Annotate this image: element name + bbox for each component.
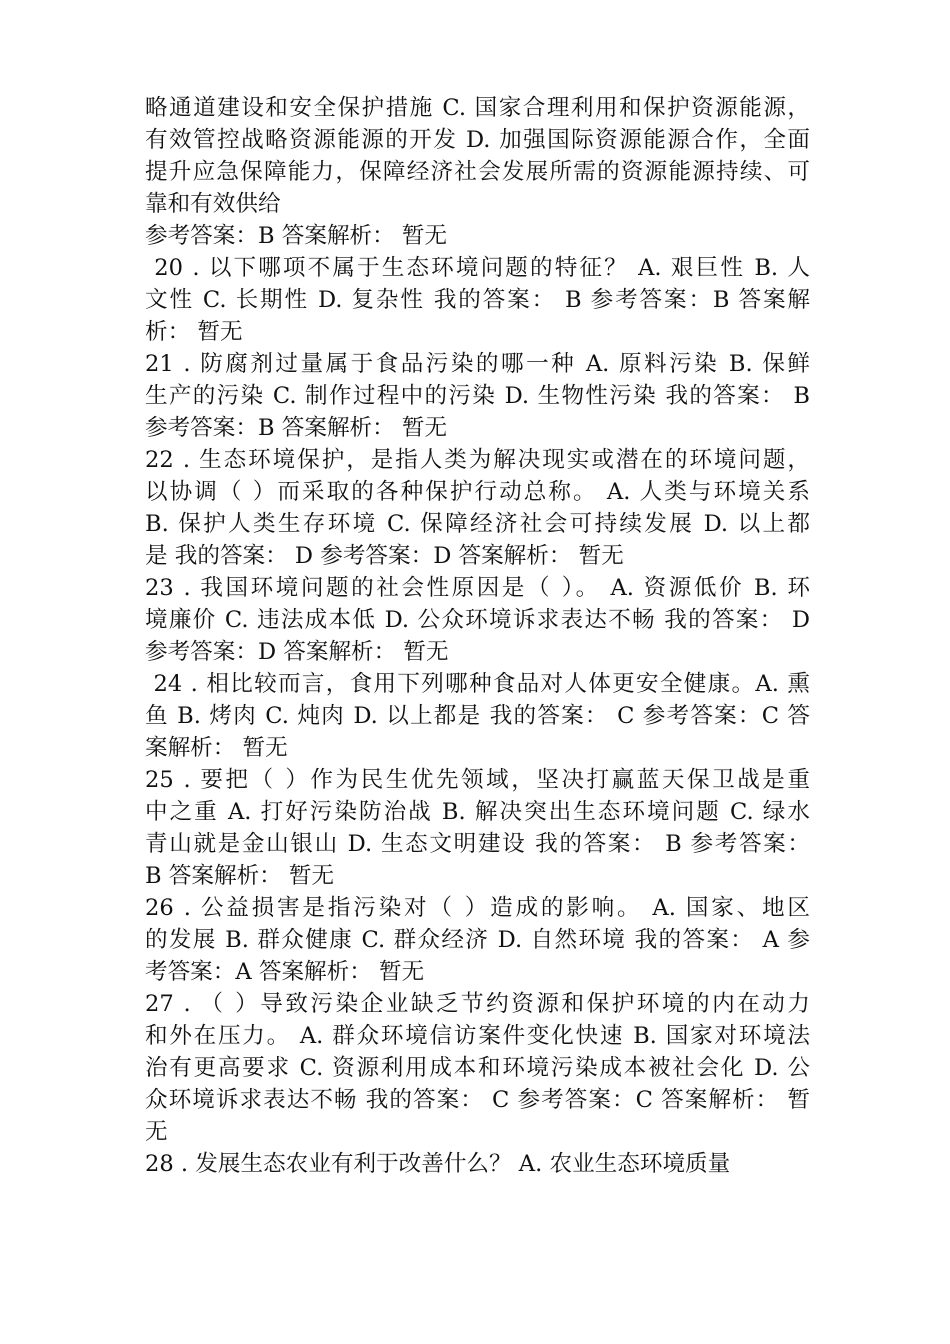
question-28-line: 28 . 发展生态农业有利于改善什么？ A. 农业生态环境质量 (145, 1151, 731, 1177)
text-line: 治有更高要求 C. 资源利用成本和环境污染成本被社会化 D. 公 (145, 1055, 810, 1081)
text-line: 境廉价 C. 违法成本低 D. 公众环境诉求表达不畅 我的答案： D (145, 607, 810, 633)
question-27-line: 27 . （ ）导致污染企业缺乏节约资源和保护环境的内在动力 (145, 991, 810, 1017)
text-line: 以协调（ ）而采取的各种保护行动总称。 A. 人类与环境关系 (145, 479, 810, 505)
text-line: 众环境诉求表达不畅 我的答案： C 参考答案：C 答案解析： 暂 (145, 1087, 810, 1113)
question-text-block (145, 92, 810, 1180)
text-line: 无 (145, 1119, 168, 1145)
question-26-line: 26 . 公益损害是指污染对（ ）造成的影响。 A. 国家、地区 (145, 895, 810, 921)
question-24-line: 24 . 相比较而言，食用下列哪种食品对人体更安全健康。A. 熏 (145, 671, 810, 697)
question-23-line: 23 . 我国环境问题的社会性原因是（ ）。 A. 资源低价 B. 环 (145, 575, 810, 601)
answer-line: 参考答案：D 答案解析： 暂无 (145, 639, 449, 665)
text-line: 文性 C. 长期性 D. 复杂性 我的答案： B 参考答案：B 答案解 (145, 287, 810, 313)
question-21-line: 21 . 防腐剂过量属于食品污染的哪一种 A. 原料污染 B. 保鲜 (145, 351, 810, 377)
text-line: 提升应急保障能力，保障经济社会发展所需的资源能源持续、可 (145, 159, 810, 185)
text-line: 青山就是金山银山 D. 生态文明建设 我的答案： B 参考答案： (145, 831, 810, 857)
text-line: 是 我的答案： D 参考答案：D 答案解析： 暂无 (145, 543, 624, 569)
question-22-line: 22 . 生态环境保护，是指人类为解决现实或潜在的环境问题， (145, 447, 810, 473)
text-line: 考答案：A 答案解析： 暂无 (145, 959, 425, 985)
text-line: 生产的污染 C. 制作过程中的污染 D. 生物性污染 我的答案： B (145, 383, 810, 409)
text-line: 案解析： 暂无 (145, 735, 288, 761)
text-line: 有效管控战略资源能源的开发 D. 加强国际资源能源合作，全面 (145, 127, 810, 153)
answer-line: 参考答案：B 答案解析： 暂无 (145, 415, 448, 441)
text-line: 鱼 B. 烤肉 C. 炖肉 D. 以上都是 我的答案： C 参考答案：C 答 (145, 703, 810, 729)
text-line: B 答案解析： 暂无 (145, 863, 335, 889)
text-line: 的发展 B. 群众健康 C. 群众经济 D. 自然环境 我的答案： A 参 (145, 927, 810, 953)
text-line: 和外在压力。 A. 群众环境信访案件变化快速 B. 国家对环境法 (145, 1023, 810, 1049)
answer-line: 参考答案：B 答案解析： 暂无 (145, 223, 448, 249)
text-line: 中之重 A. 打好污染防治战 B. 解决突出生态环境问题 C. 绿水 (145, 799, 810, 825)
text-line: B. 保护人类生存环境 C. 保障经济社会可持续发展 D. 以上都 (145, 511, 810, 537)
question-20-line: 20 . 以下哪项不属于生态环境问题的特征？ A. 艰巨性 B. 人 (145, 255, 810, 281)
text-line: 略通道建设和安全保护措施 C. 国家合理利用和保护资源能源， (145, 95, 810, 121)
text-line: 析： 暂无 (145, 319, 243, 345)
question-25-line: 25 . 要把（ ）作为民生优先领域，坚决打赢蓝天保卫战是重 (145, 767, 810, 793)
text-line: 靠和有效供给 (145, 191, 281, 217)
